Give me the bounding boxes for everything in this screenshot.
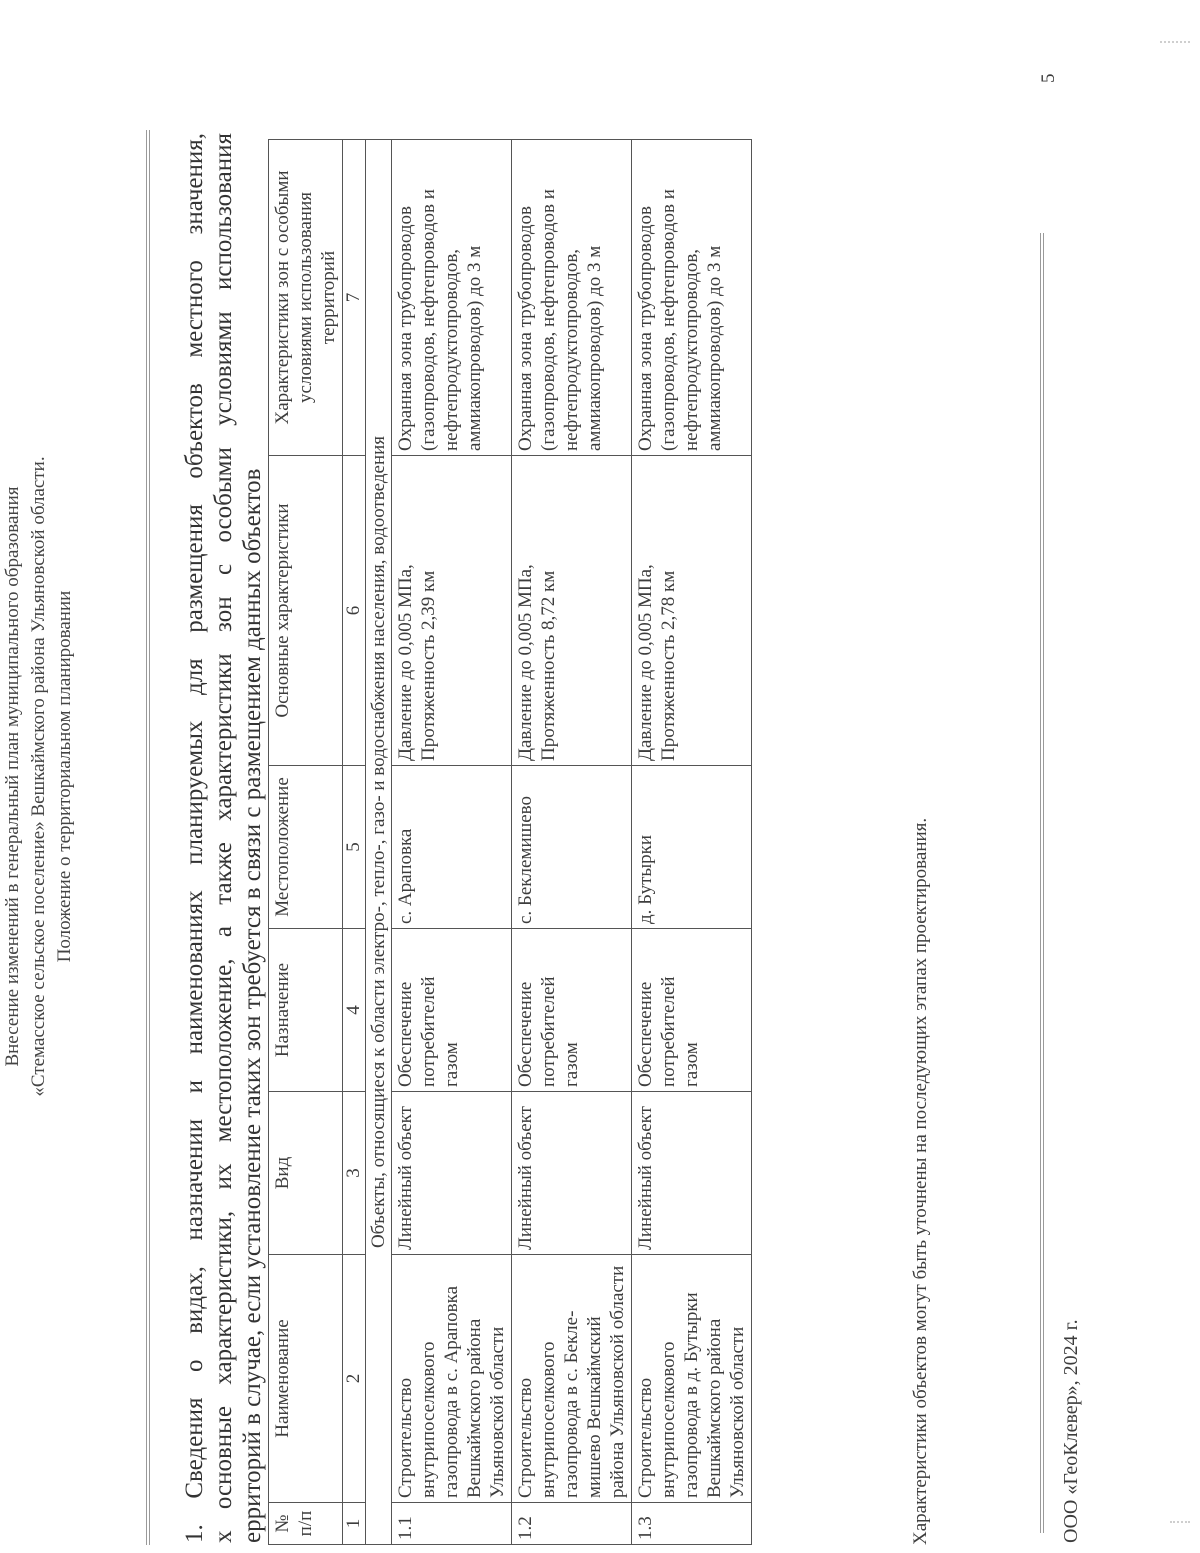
- row-purpose: Обеспечение потребителей газом: [512, 929, 632, 1092]
- section-title: [180, 133, 267, 1543]
- section-title-line-1: 1. Сведения о видах, назначении и наименованиях планируемых для размещения объектов местного значения,: [181, 133, 208, 1543]
- header-cell-purpose: Назначение: [269, 929, 343, 1092]
- header-line-3: Положение о территориальном планировании: [54, 590, 75, 963]
- column-number: 4: [343, 929, 366, 1092]
- row-purpose: Обеспечение потребителей газом: [632, 929, 752, 1092]
- row-number: 1.2: [512, 1503, 632, 1545]
- column-number-row: [343, 140, 366, 1545]
- header-cell-location: Местоположение: [269, 766, 343, 929]
- row-name: Строительство внутрипоселкового газопровода в с. Араповка Вешкаймского района Ульяновской области: [392, 1255, 512, 1503]
- row-location: с. Беклемишево: [512, 766, 632, 929]
- row-characteristics: Давление до 0,005 МПа, Протяженность 2,39 км: [392, 456, 512, 766]
- header-line-1: Внесение изменений в генеральный план муниципального образования: [2, 486, 23, 1067]
- row-zones: Охранная зона трубопроводов (газопроводов, нефтепроводов и нефтепродуктопроводов, аммиакопроводов) до 3 м: [392, 140, 512, 456]
- row-characteristics: Давление до 0,005 МПа, Протяженность 2,78 км: [632, 456, 752, 766]
- row-kind: Линейный объект: [512, 1092, 632, 1255]
- column-number: 6: [343, 456, 366, 766]
- row-kind: Линейный объект: [392, 1092, 512, 1255]
- header-divider: [146, 130, 150, 1545]
- column-number: 2: [343, 1255, 366, 1503]
- table-row: [392, 140, 512, 1545]
- table-header-row: [269, 140, 343, 1545]
- section-title-line-2: х основные характеристики, их местоположение, а также характеристики зон с особыми условиями использования: [210, 133, 237, 1543]
- row-kind: Линейный объект: [632, 1092, 752, 1255]
- footer-company: ООО «ГеоКлевер», 2024 г.: [1060, 1319, 1082, 1543]
- table-row: [512, 140, 632, 1545]
- header-cell-number: № п/п: [269, 1503, 343, 1545]
- row-location: д. Бутырки: [632, 766, 752, 929]
- table-row: [632, 140, 752, 1545]
- header-cell-kind: Вид: [269, 1092, 343, 1255]
- column-number: 3: [343, 1092, 366, 1255]
- header-cell-name: Наименование: [269, 1255, 343, 1503]
- column-number: 5: [343, 766, 366, 929]
- row-zones: Охранная зона трубопроводов (газопроводов, нефтепроводов и нефтепродуктопроводов, аммиакопроводов) до 3 м: [512, 140, 632, 456]
- section-row-label: Объекты, относящиеся к области электро-, тепло-, газо- и водоснабжения населения, водоотведения: [366, 140, 392, 1545]
- row-zones: Охранная зона трубопроводов (газопроводов, нефтепроводов и нефтепродуктопроводов, аммиакопроводов) до 3 м: [632, 140, 752, 456]
- row-location: с. Араповка: [392, 766, 512, 929]
- page-number: 5: [1038, 73, 1059, 83]
- header-line-2: «Стемасское сельское поселение» Вешкаймского района Ульяновской области.: [28, 456, 49, 1097]
- row-number: 1.1: [392, 1503, 512, 1545]
- planned-objects-table: [268, 139, 752, 1545]
- row-name: Строительство внутрипоселкового газопровода в с. Беклемишево Вешкаймский района Ульяновской области: [512, 1255, 632, 1503]
- header-cell-zones: Характеристики зон с особыми условиями использования территорий: [269, 140, 343, 456]
- column-number: 1: [343, 1503, 366, 1545]
- row-characteristics: Давление до 0,005 МПа, Протяженность 8,72 км: [512, 456, 632, 766]
- section-title-line-3: ерриторий в случае, если установление таких зон требуется в связи с размещением данных объектов: [239, 468, 266, 1543]
- section-row: [366, 140, 392, 1545]
- row-number: 1.3: [632, 1503, 752, 1545]
- column-number: 7: [343, 140, 366, 456]
- table-note: Характеристики объектов могут быть уточнены на последующих этапах проектирования.: [910, 817, 931, 1545]
- row-purpose: Обеспечение потребителей газом: [392, 929, 512, 1092]
- scan-margin-marks: [1160, 41, 1190, 43]
- row-name: Строительство внутрипоселкового газопровода в д. Бутырки Вешкаймского района Ульяновской области: [632, 1255, 752, 1503]
- header-cell-characteristics: Основные характеристики: [269, 456, 343, 766]
- scan-margin-marks: [1170, 1521, 1190, 1523]
- footer-divider: [1040, 233, 1044, 1533]
